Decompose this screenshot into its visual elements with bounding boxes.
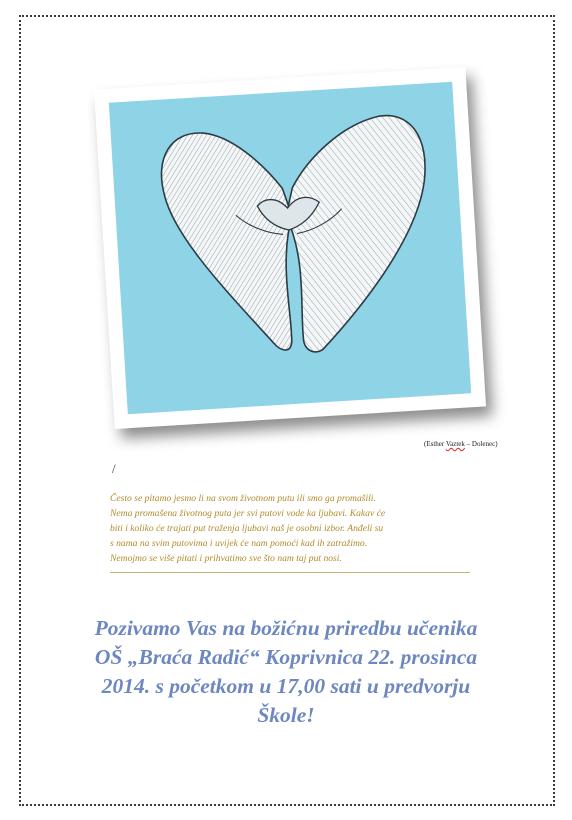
angel-wings-picture xyxy=(109,82,471,414)
invitation-text xyxy=(56,614,516,730)
quote-line: biti i koliko će trajati put traženja ljubavi naš je osobni izbor. Anđeli su xyxy=(110,523,384,534)
angel-wings-icon xyxy=(109,82,471,414)
quote-line: Nemojmo se više pitati i prihvatimo sve što nam taj put nosi. xyxy=(110,553,342,564)
quote-line: Često se pitamo jesmo li na svom životnom putu ili smo ga promašili. xyxy=(110,493,376,504)
credit-open: (Esther xyxy=(424,440,446,448)
quote-line: Nema promašena životnog puta jer svi putovi vode ka ljubavi. Kakav će xyxy=(110,508,386,519)
credit-rest: – Dolenec) xyxy=(464,440,498,448)
slash-mark: / xyxy=(112,461,116,476)
invitation-line: Pozivamo Vas na božićnu priredbu učenika xyxy=(94,616,478,640)
invitation-line: OŠ „Braća Radić“ Koprivnica 22. prosinca xyxy=(94,645,478,669)
invitation-line: Škole! xyxy=(257,703,315,727)
image-credit xyxy=(424,440,498,448)
photo-card xyxy=(94,67,486,429)
invitation-line: 2014. s početkom u 17,00 sati u predvorju xyxy=(101,674,471,698)
quote-block xyxy=(110,491,470,573)
quote-line: s nama na svim putovima i uvijek će nam pomoći kad ih zatražimo. xyxy=(110,538,368,549)
credit-surname: Vaztek xyxy=(445,440,465,448)
